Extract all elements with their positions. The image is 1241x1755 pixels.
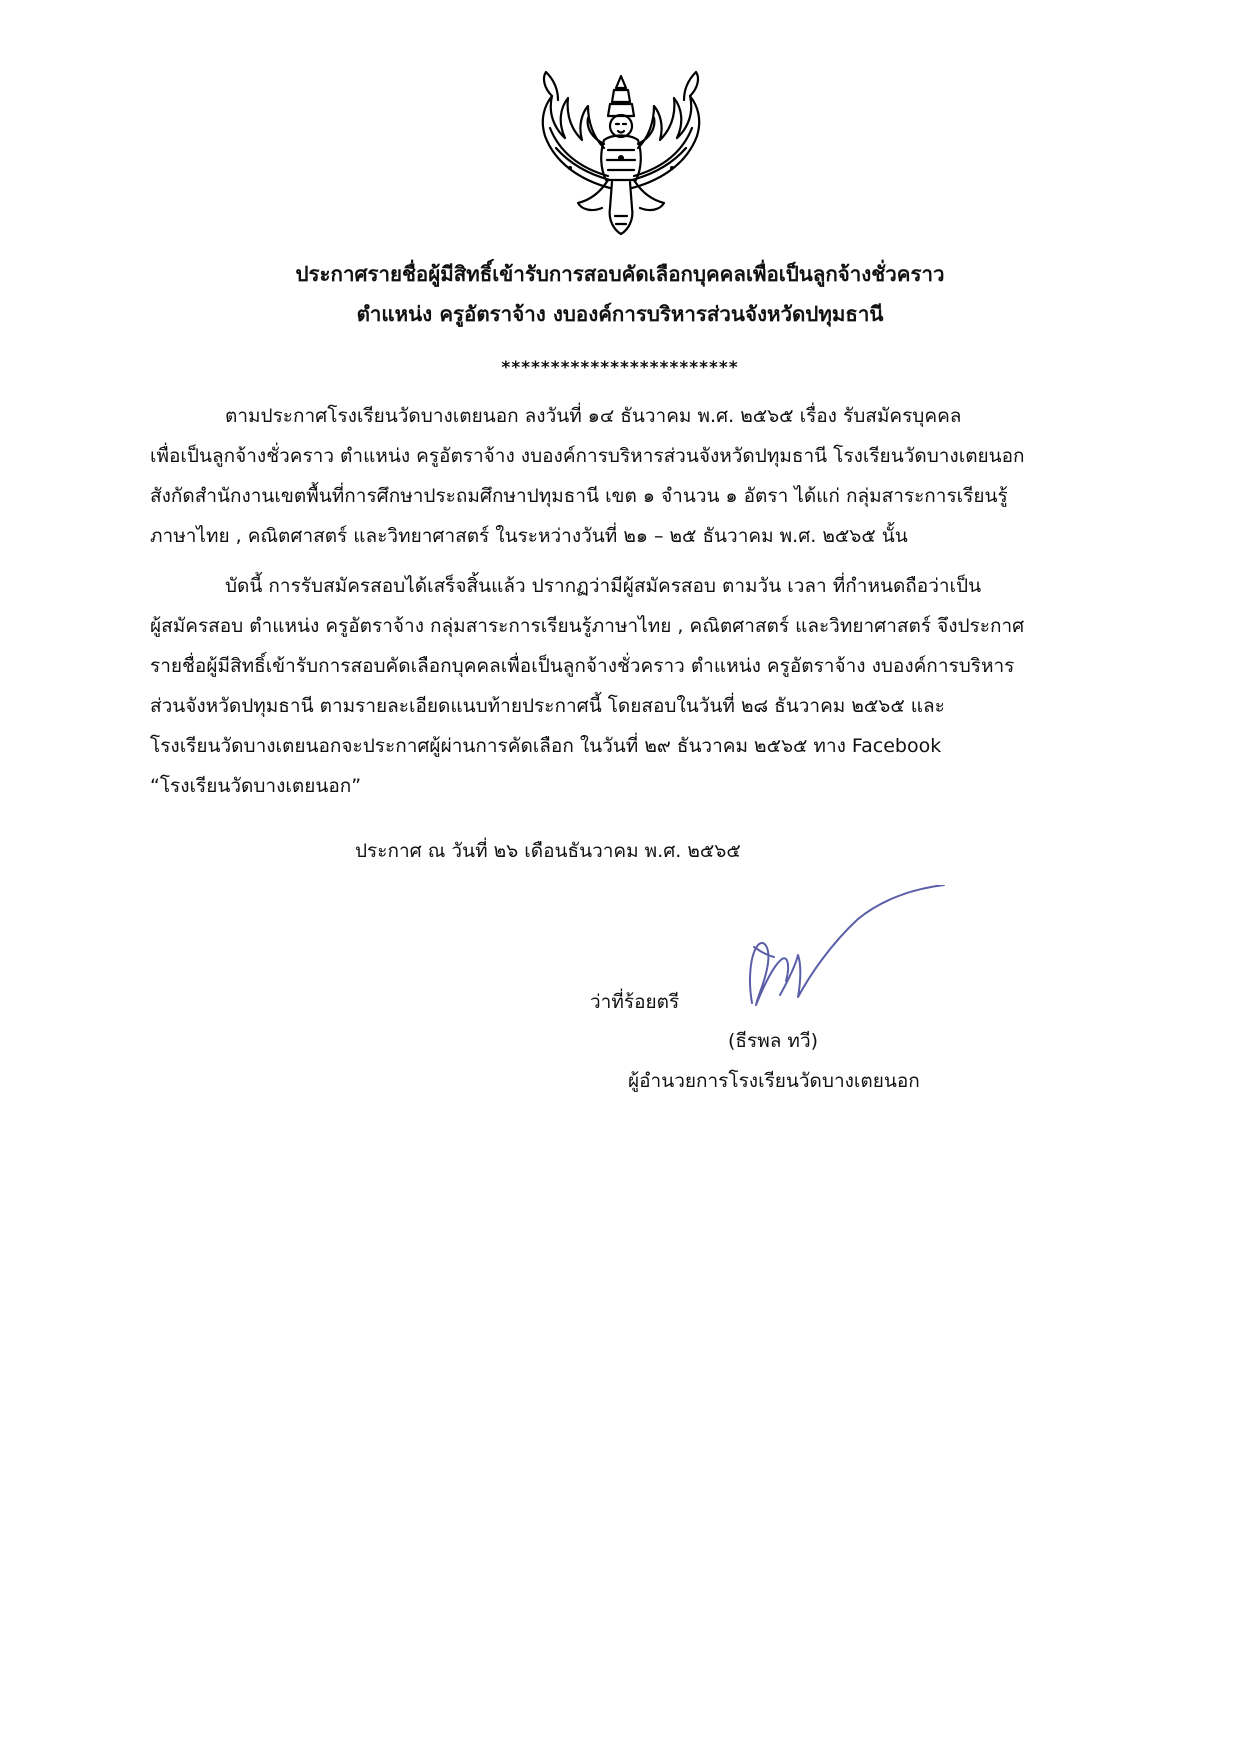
signatory-position: ผู้อำนวยการโรงเรียนวัดบางเตยนอก [628, 1070, 920, 1092]
announcement-title: ประกาศรายชื่อผู้มีสิทธิ์เข้ารับการสอบคัดเลือกบุคคลเพื่อเป็นลูกจ้างชั่วคราว [295, 262, 945, 286]
paragraph-2-line-2: ผู้สมัครสอบ ตำแหน่ง ครูอัตราจ้าง กลุ่มสาระการเรียนรู้ภาษาไทย , คณิตศาสตร์ และวิทยาศาสตร์ จึงประกาศ [150, 615, 1025, 637]
paragraph-2-line-1: บัดนี้ การรับสมัครสอบได้เสร็จสิ้นแล้ว ปรากฏว่ามีผู้สมัครสอบ ตามวัน เวลา ที่กำหนดถือว่าเป็น [225, 575, 982, 597]
position-title: ตำแหน่ง ครูอัตราจ้าง งบองค์การบริหารส่วนจังหวัดปทุมธานี [356, 302, 884, 326]
paragraph-2-line-3: รายชื่อผู้มีสิทธิ์เข้ารับการสอบคัดเลือกบุคคลเพื่อเป็นลูกจ้างชั่วคราว ตำแหน่ง ครูอัตราจ้าง งบองค์การบริหาร [150, 655, 1015, 677]
paragraph-1-line-3: สังกัดสำนักงานเขตพื้นที่การศึกษาประถมศึกษาปทุมธานี เขต ๑ จำนวน ๑ อัตรา ได้แก่ กลุ่มสาระการเรียนรู้ [150, 485, 1008, 507]
handwritten-signature [740, 885, 950, 1020]
paragraph-1-line-2: เพื่อเป็นลูกจ้างชั่วคราว ตำแหน่ง ครูอัตราจ้าง งบองค์การบริหารส่วนจังหวัดปทุมธานี โรงเรียนวัดบางเตยนอก [150, 445, 1025, 467]
announcement-date: ประกาศ ณ วันที่ ๒๖ เดือนธันวาคม พ.ศ. ๒๕๖๕ [355, 840, 741, 862]
paragraph-2-line-6: “โรงเรียนวัดบางเตยนอก” [150, 775, 362, 797]
garuda-emblem-icon [530, 68, 712, 238]
signatory-rank: ว่าที่ร้อยตรี [590, 991, 680, 1013]
paragraph-2-line-4: ส่วนจังหวัดปทุมธานี ตามรายละเอียดแนบท้ายประกาศนี้ โดยสอบในวันที่ ๒๘ ธันวาคม ๒๕๖๕ และ [150, 695, 945, 717]
paragraph-1-line-1: ตามประกาศโรงเรียนวัดบางเตยนอก ลงวันที่ ๑๔ ธันวาคม พ.ศ. ๒๕๖๕ เรื่อง รับสมัครบุคคล [225, 405, 962, 427]
signatory-name: (ธีรพล ทวี) [728, 1030, 819, 1052]
paragraph-2-line-5: โรงเรียนวัดบางเตยนอกจะประกาศผู้ผ่านการคัดเลือก ในวันที่ ๒๙ ธันวาคม ๒๕๖๕ ทาง Facebook [150, 735, 942, 757]
title-separator: ************************ [501, 358, 739, 378]
paragraph-1-line-4: ภาษาไทย , คณิตศาสตร์ และวิทยาศาสตร์ ในระหว่างวันที่ ๒๑ – ๒๕ ธันวาคม พ.ศ. ๒๕๖๕ นั้น [150, 525, 908, 547]
